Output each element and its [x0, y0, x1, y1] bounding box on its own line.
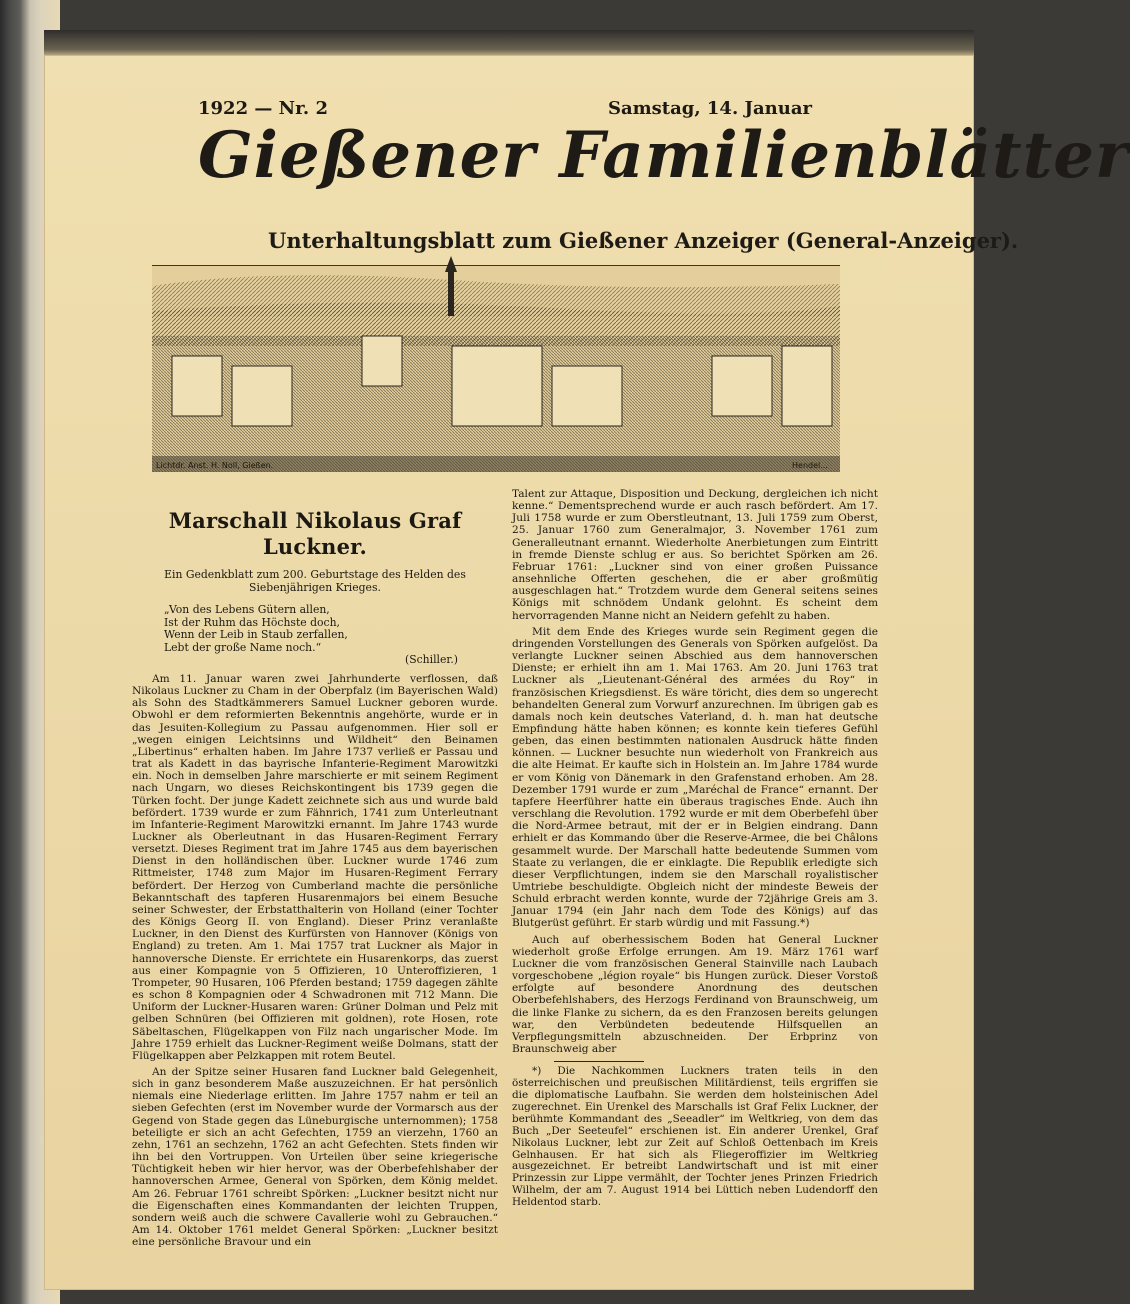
- newspaper-subtitle: Unterhaltungsblatt zum Gießener Anzeiger (General-Anzeiger).: [268, 228, 1019, 253]
- engraving-credit-right: Hendel...: [792, 461, 828, 470]
- article-paragraph: An der Spitze seiner Husaren fand Luckner bald Gelegenheit, sich in ganz besonderem Maße auszuzeichnen. Er hat persönlich niemals eine Niederlage erlitten. Im Jahre 1757 nahm er teil an sieben Gefechten (erst im November wurde der Vormarsch aus der Gegend von Stade gegen das Lüneburgische unternommen); 1758 beteiligte er sich an acht Gefechten, 1759 an vierzehn, 1760 an zehn, 1761 an sechzehn, 1762 an acht Gefechten. Stets finden wir ihn bei den Vortruppen. Von Urteilen über seine kriegerische Tüchtigkeit heben wir hier hervor, was der Oberbefehlshaber der hannoverschen Armee, General von Spörken, dem König meldet. Am 26. Februar 1761 schreibt Spörken: „Luckner besitzt nicht nur die Eigenschaften eines Kommandanten der leichten Truppen, sondern weiß auch die schwere Cavallerie wohl zu Gebrauchen.“ Am 14. Oktober 1761 meldet General Spörken: „Luckner besitzt eine persönliche Bravour und ein: [132, 1065, 498, 1249]
- article-column-left: [132, 508, 498, 1252]
- quote-line: Lebt der große Name noch.“: [164, 640, 322, 654]
- footnote-divider: [554, 1061, 644, 1062]
- city-view-engraving: [152, 265, 840, 472]
- quote-line: Ist der Ruhm das Höchste doch,: [164, 615, 340, 629]
- article-subline: Ein Gedenkblatt zum 200. Geburtstage des Helden des Siebenjährigen Krieges.: [164, 568, 466, 594]
- issue-date: Samstag, 14. Januar: [607, 98, 812, 119]
- article-paragraph: Auch auf oberhessischem Boden hat General Luckner wiederholt große Erfolge errungen. Am 19. März 1761 warf Luckner die vom französischen General Stainville nach Laubach vorgeschobene „légion royale“ bis Hungen zurück. Dieser Vorstoß erfolgte auf besondere Anordnung des deutschen Oberbefehlshabers, des Herzogs Ferdinand von Braunschweig, um die linke Flanke zu sichern, da es den Franzosen bereits gelungen war, den Verbündeten bedeutende Hilfsquellen an Verpflegungsmitteln abzuschneiden. Der Erbprinz von Braunschweig aber: [512, 933, 878, 1056]
- article-column-right: [512, 488, 878, 1213]
- article-paragraph: Talent zur Attaque, Disposition und Deckung, dergleichen ich nicht kenne.“ Dementsprechend wurde er auch rasch befördert. Am 17. Juli 1758 wurde er zum Oberstleutnant, 13. Juli 1759 zum Oberst, 25. Januar 1760 zum Generalmajor, 3. November 1761 zum Generalleutnant ernannt. Wiederholte Anerbietungen zum Eintritt in fremde Dienste schlug er aus. So berichtet Spörken am 26. Februar 1761: „Luckner sind von einer großen Puissance ansehnliche Offerten geschehen, die er aber großmütig ausgeschlagen hat.“ Trotzdem wurde dem General seitens seines Königs mit schnödem Undank gelohnt. Es scheint dem hervorragenden Manne nicht an Neidern gefehlt zu haben.: [512, 488, 878, 622]
- newspaper-title: Gießener Familienblätter: [198, 118, 1130, 193]
- page-stack-edge: [44, 30, 974, 58]
- schiller-quote: [164, 604, 498, 667]
- footnote: *) Die Nachkommen Luckners traten teils in den österreichischen und preußischen Militärdienst, teils ergriffen sie die diplomatische Laufbahn. Sie werden dem holsteinischen Adel zugerechnet. Ein Urenkel des Marschalls ist Graf Felix Luckner, der berühmte Kommandant des „Seeadler“ im Weltkrieg, von dem das Buch „Der Seeteufel“ erschienen ist. Ein anderer Urenkel, Graf Nikolaus Luckner, lebt zur Zeit auf Schloß Oettenbach im Kreis Gelnhausen. Er hat sich als Fliegeroffizier im Weltkrieg ausgezeichnet. Er betreibt Landwirtschaft und ist mit einer Prinzessin zur Lippe vermählt, der Tochter jenes Prinzen Friedrich Wilhelm, der am 7. August 1914 bei Lüttich neben Ludendorff den Heldentod starb.: [512, 1065, 878, 1209]
- quote-source: (Schiller.): [405, 653, 458, 667]
- engraving-credit-left: Lichtdr. Anst. H. Noll, Gießen.: [156, 461, 274, 470]
- issue-number: 1922 — Nr. 2: [198, 98, 328, 119]
- issue-line: [198, 98, 812, 119]
- article-paragraph: Mit dem Ende des Krieges wurde sein Regiment gegen die dringenden Vorstellungen des Generals von Spörken aufgelöst. Da verlangte Luckner seinen Abschied aus dem hannoverschen Dienste; er erhielt ihn am 1. Mai 1763. Am 20. Juni 1763 trat Luckner als „Lieutenant-Général des armées du Roy“ in französischen Kriegsdienst. Es wäre töricht, dies dem so ungerecht behandelten General zum Vorwurf anzurechnen. Im übrigen gab es damals noch kein deutsches Vaterland, d. h. man hat deutsche Empfindung hätte haben können; es konnte kein tieferes Gefühl geben, das einen bestimmten nationalen Ausdruck hätte finden können. — Luckner besuchte nun wiederholt von Frankreich aus die alte Heimat. Er kaufte sich in Holstein an. Im Jahre 1784 wurde er vom König von Dänemark in den Grafenstand erhoben. Am 28. Dezember 1791 wurde er zum „Maréchal de France“ ernannt. Der tapfere Heerführer hatte ein überaus tragisches Ende. Auch ihn verschlang die Revolution. 1792 wurde er mit dem Oberbefehl über die Nord-Armee betraut, mit der er in Belgien eindrang. Dann erhielt er das Kommando über die Reserve-Armee, die bei Châlons gesammelt wurde. Der Marschall hatte bedeutende Summen vom Staate zu verlangen, die er einklagte. Die Republik erledigte sich dieser Verpflichtungen, indem sie den Marschall royalistischer Umtriebe beschuldigte. Obgleich nicht der mindeste Beweis der Schuld erbracht werden konnte, wurde der 72jährige Greis am 3. Januar 1794 (ein Jahr nach dem Tode des Königs) auf das Blutgerüst geführt. Er starb würdig und mit Fassung.*): [512, 625, 878, 930]
- article-paragraph: Am 11. Januar waren zwei Jahrhunderte verflossen, daß Nikolaus Luckner zu Cham in der Oberpfalz (im Bayerischen Wald) als Sohn des Stadtkämmerers Samuel Luckner geboren wurde. Obwohl er dem reformierten Bekenntnis angehörte, wurde er in das Jesuiten-Kollegium zu Passau aufgenommen. Hier soll er „wegen einigen Leichtsinns und Wildheit“ den Beinamen „Libertinus“ erhalten haben. Im Jahre 1737 verließ er Passau und trat als Kadett in das bayrische Infanterie-Regiment Marowitzki ein. Noch in demselben Jahre marschierte er mit seinem Regiment nach Ungarn, wo dieses Reichskontingent bis 1739 gegen die Türken focht. Der junge Kadett zeichnete sich aus und wurde bald befördert. 1739 wurde er zum Fähnrich, 1741 zum Unterleutnant im Infanterie-Regiment Marowitzki ernannt. Im Jahre 1743 wurde Luckner als Oberleutnant in das Husaren-Regiment Ferrary versetzt. Dieses Regiment trat im Jahre 1745 aus dem bayerischen Dienst in den holländischen über. Luckner wurde 1746 zum Rittmeister, 1748 zum Major im Husaren-Regiment Ferrary befördert. Der Herzog von Cumberland machte die persönliche Bekanntschaft des tapferen Husarenmajors bei einem Besuche seiner Schwester, der Erbstatthalterin von Holland (einer Tochter des Königs Georg II. von England). Dieser Prinz veranlaßte Luckner, in den Dienst des Kurfürsten von Hannover (Königs von England) zu treten. Am 1. Mai 1757 trat Luckner als Major in hannoversche Dienste. Er errichtete ein Husarenkorps, das zuerst aus einer Kompagnie von 5 Offizieren, 10 Unteroffizieren, 1 Trompeter, 90 Husaren, 106 Pferden bestand; 1759 dagegen zählte es schon 8 Kompagnien oder 4 Schwadronen mit 712 Mann. Die Uniform der Luckner-Husaren waren: Grüner Dolman und Pelz mit gelben Schnüren (bei Offizieren mit goldnen), rote Hosen, rote Säbeltaschen, Flügelkappen von Filz nach ungarischer Mode. Im Jahre 1759 erhielt das Luckner-Regiment weiße Dolmans, statt der Flügelkappen aber Pelzkappen mit rotem Beutel.: [132, 672, 498, 1062]
- quote-line: Wenn der Leib in Staub zerfallen,: [164, 628, 348, 642]
- quote-line: „Von des Lebens Gütern allen,: [164, 603, 330, 616]
- article-headline: Marschall Nikolaus Graf Luckner.: [168, 508, 462, 559]
- masthead: [178, 118, 1130, 268]
- city-engraving-graphic: [152, 266, 840, 472]
